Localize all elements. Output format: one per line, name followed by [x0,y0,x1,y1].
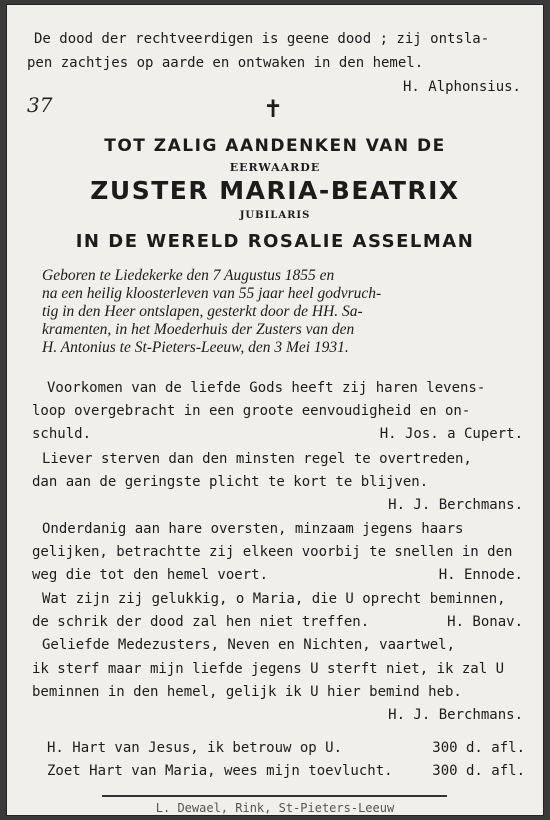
p2-attribution: H. J. Berchmans. [388,497,523,513]
printer-imprint: L. Dewael, Rink, St-Pieters-Leeuw [155,801,395,815]
prayer-2-indulgence: 300 d. afl. [432,763,525,779]
p1-line-2: loop overgebracht in een groote eenvoudigheid en on- [32,403,471,419]
heading-eerwaarde: EERWAARDE [229,161,321,174]
bio-line-5: H. Antonius te St-Pieters-Leeuw, den 3 Mei 1931. [42,339,349,356]
prayer-1-indulgence: 300 d. afl. [432,740,525,756]
top-quote-line-1: De dood der rechtveerdigen is geene dood ; zij ontsla- [34,31,490,47]
memorial-card [6,4,544,816]
bio-line-1: Geboren te Liedekerke den 7 Augustus 1855 en [42,267,335,284]
p3-line-3: weg die tot den hemel voert. [32,567,269,583]
p4-line-1: Wat zijn zij gelukkig, o Maria, die U oprecht beminnen, [42,591,506,607]
bio-line-4: kramenten, in het Moederhuis der Zusters van den [42,321,355,338]
p1-attribution: H. Jos. a Cupert. [379,426,523,442]
p2-line-1: Liever sterven dan den minsten regel te overtreden, [42,451,472,467]
p1-line-1: Voorkomen van de liefde Gods heeft zij haren levens- [47,380,486,396]
p4-attribution: H. Bonav. [447,614,523,630]
heading-world-name: IN DE WERELD ROSALIE ASSELMAN [75,231,475,252]
cross-icon: ✝ [263,95,284,123]
prayer-1-text: H. Hart van Jesus, ik betrouw op U. [47,740,343,756]
p3-attribution: H. Ennode. [438,567,523,583]
top-quote-attribution: H. Alphonsius. [402,79,521,95]
prayer-2-text: Zoet Hart van Maria, wees mijn toevlucht. [47,763,393,779]
p1-line-3: schuld. [32,426,92,442]
p5-line-1: Geliefde Medezusters, Neven en Nichten, vaartwel, [42,637,456,653]
p2-line-2: dan aan de geringste plicht te kort te blijven. [32,474,429,490]
p4-line-2: de schrik der dood zal hen niet treffen. [32,614,370,630]
heading-name: ZUSTER MARIA-BEATRIX [90,176,460,205]
heading-jubilaris: JUBILARIS [239,210,311,221]
p5-line-2: ik sterf maar mijn liefde jegens U sterft niet, ik zal U [32,661,505,677]
p5-attribution: H. J. Berchmans. [388,707,523,723]
p3-line-1: Onderdanig aan hare oversten, minzaam jegens haars [42,521,464,537]
handwritten-number: 37 [27,93,53,117]
bio-line-2: na een heilig kloosterleven van 55 jaar heel godvruch- [42,285,382,302]
heading-dedication: TOT ZALIG AANDENKEN VAN DE [104,136,446,156]
footer-rule [102,795,447,797]
bio-line-3: tig in den Heer ontslapen, gesterkt door de HH. Sa- [42,303,363,320]
top-quote-line-2: pen zachtjes op aarde en ontwaken in den hemel. [27,55,424,71]
p5-line-3: beminnen in den hemel, gelijk ik U hier bemind heb. [32,684,462,700]
p3-line-2: gelijken, betrachtte zij elkeen voorbij te snellen in den [32,544,513,560]
